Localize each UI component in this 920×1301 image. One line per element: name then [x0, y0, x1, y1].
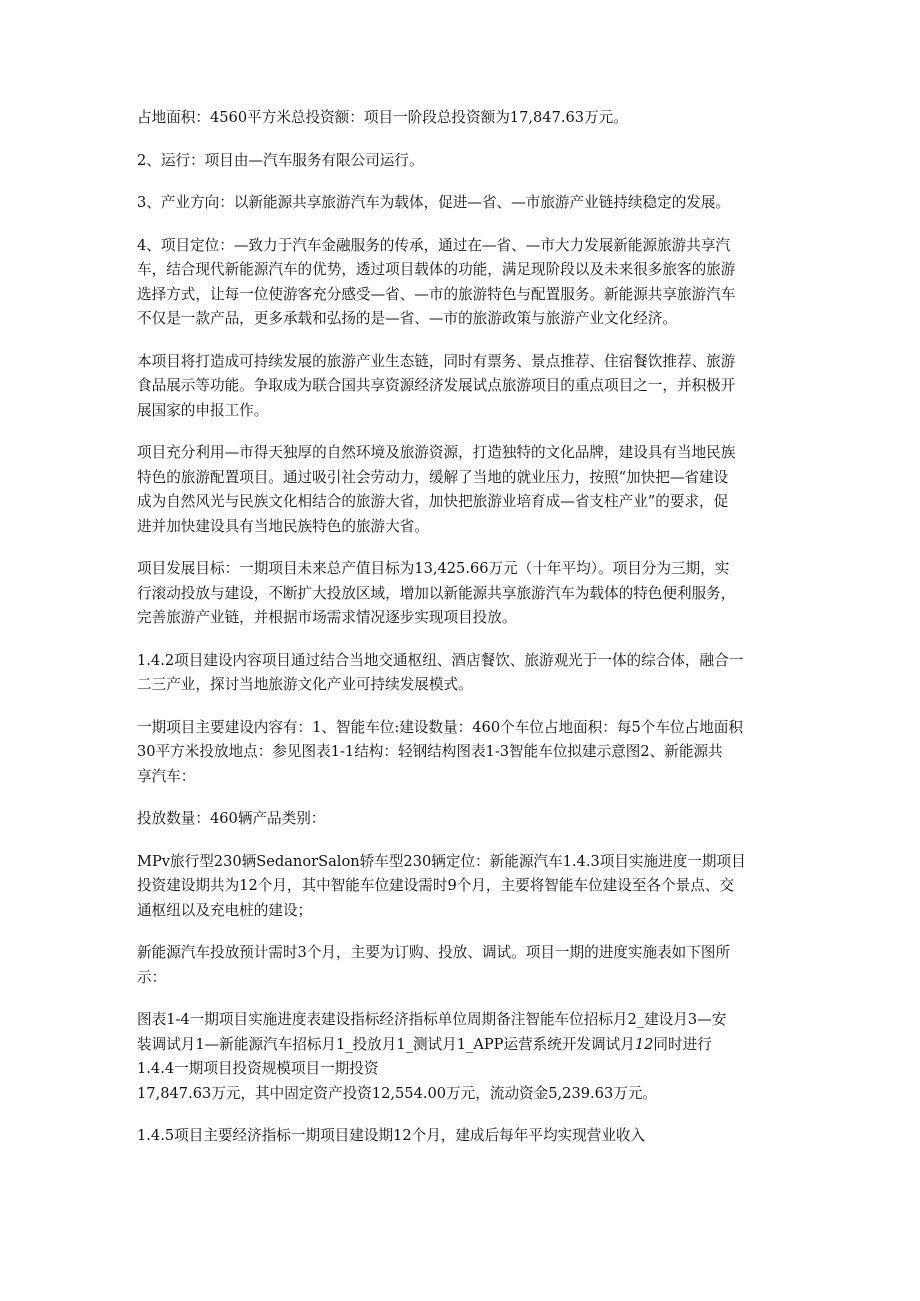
paragraph-resources: [137, 441, 787, 539]
paragraph-ecosystem: [137, 350, 787, 424]
text-line: [137, 1033, 787, 1058]
paragraph-phase-one-content: [137, 716, 787, 790]
text-line: 1.4.4一期项目投资规模项目一期投资: [137, 1060, 379, 1077]
text-line: 享汽车：: [137, 767, 196, 785]
paragraph-schedule-table: [137, 1008, 787, 1106]
text-line: 项目发展目标：一期项目未来总产值目标为13,425.66万元（十年平均）。项目分为三期，实: [137, 560, 730, 577]
text-line: 本项目将打造成可持续发展的旅游产业生态链，同时有票务、景点推荐、住宿餐饮推荐、旅游: [137, 352, 736, 370]
text-line: 进并加快建设具有当地民族特色的旅游大省。: [137, 517, 429, 535]
text-line: 选择方式，让每一位使游客充分感受—省、—市的旅游特色与配置服务。新能源共享旅游汽车: [137, 285, 736, 303]
paragraph-vehicle-schedule: [137, 941, 787, 990]
paragraph-project-positioning: [137, 234, 787, 332]
text-line: 4、项目定位：—致力于汽车金融服务的传承，通过在—省、—市大力发展新能源旅游共享汽: [137, 236, 731, 254]
paragraph-economic-indicators: [137, 1124, 787, 1149]
text-line: 1.4.5项目主要经济指标一期项目建设期12个月，建成后每年平均实现营业收入: [137, 1127, 646, 1144]
text-line: 示：: [137, 968, 167, 986]
text-line: 投资建设期共为12个月，其中智能车位建设需时9个月，主要将智能车位建设至各个景点、交: [137, 877, 735, 894]
text-line: 行滚动投放与建设，不断扩大投放区域，增加以新能源共享旅游汽车为载体的特色便利服务，: [137, 584, 736, 602]
text-line: 占地面积：4560平方米总投资额：项目一阶段总投资额为17,847.63万元。: [137, 109, 628, 126]
text-line: 30平方米投放地点：参见图表1-1结构：轻钢结构图表1-3智能车位拟建示意图2、新能源共: [137, 743, 723, 760]
paragraph-industry-direction: [137, 191, 787, 216]
text-line: 特色的旅游配置项目。通过吸引社会劳动力，缓解了当地的就业压力，按照“加快把—省建设: [137, 468, 729, 486]
text-line: 不仅是一款产品，更多承载和弘扬的是—省、—市的旅游政策与旅游产业文化经济。: [137, 310, 677, 327]
paragraph-construction-content: [137, 649, 787, 698]
text-line: 成为自然风光与民族文化相结合的旅游大省，加快把旅游业培育成—省支柱产业”的要求，促: [137, 493, 729, 510]
text-line: 食品展示等功能。争取成为联合国共享资源经济发展试点旅游项目的重点项目之一，并积极开: [137, 377, 736, 394]
text-line: 展国家的申报工作。: [137, 401, 269, 419]
text-line: 图表1-4一期项目实施进度表建设指标经济指标单位周期备注智能车位招标月2_建设月3—安: [137, 1011, 727, 1028]
text-line: 通枢纽以及充电桩的建设；: [137, 901, 313, 919]
text-line: 新能源汽车投放预计需时3个月，主要为订购、投放、调试。项目一期的进度实施表如下图所: [137, 944, 731, 961]
text-line: 一期项目主要建设内容有：1、智能车位:建设数量：460个车位占地面积：每5个车位占地面积: [137, 718, 743, 736]
italic-number: 12: [634, 1035, 654, 1053]
paragraph-vehicle-types: [137, 850, 787, 924]
text-line: MPv旅行型230辆SedanorSalon轿车型230辆定位：新能源汽车1.4.3项目实施进度一期项目: [137, 852, 746, 870]
text-line: 17,847.63万元，其中固定资产投资12,554.00万元，流动资金5,239.63万元。: [137, 1084, 658, 1102]
paragraph-land-area: [137, 106, 787, 131]
text-line: 投放数量：460辆产品类别：: [137, 810, 326, 827]
text-segment: 装调试月1—新能源汽车招标月1_投放月1_测试月1_APP运营系统开发调试月: [137, 1035, 635, 1053]
text-line: 项目充分利用—市得天独厚的自然环境及旅游资源，打造独特的文化品牌，建设具有当地民族: [137, 444, 736, 461]
text-line: 二三产业，探讨当地旅游文化产业可持续发展模式。: [137, 676, 473, 693]
paragraph-development-goal: [137, 557, 787, 631]
paragraph-operation: [137, 149, 787, 174]
text-line: 1.4.2项目建设内容项目通过结合当地交通枢纽、酒店餐饮、旅游观光于一体的综合体，融合一: [137, 651, 744, 669]
document-body: [137, 106, 787, 1167]
text-line: 车，结合现代新能源汽车的优势，透过项目载体的功能，满足现阶段以及未来很多旅客的旅游: [137, 261, 736, 278]
paragraph-quantity: [137, 807, 787, 832]
text-line: 完善旅游产业链，并根据市场需求情况逐步实现项目投放。: [137, 609, 517, 626]
text-line: 3、产业方向：以新能源共享旅游汽车为载体，促进—省、—市旅游产业链持续稳定的发展。: [137, 194, 731, 211]
text-segment: 同时进行: [653, 1035, 712, 1053]
text-line: 2、运行：项目由—汽车服务有限公司运行。: [137, 151, 424, 169]
